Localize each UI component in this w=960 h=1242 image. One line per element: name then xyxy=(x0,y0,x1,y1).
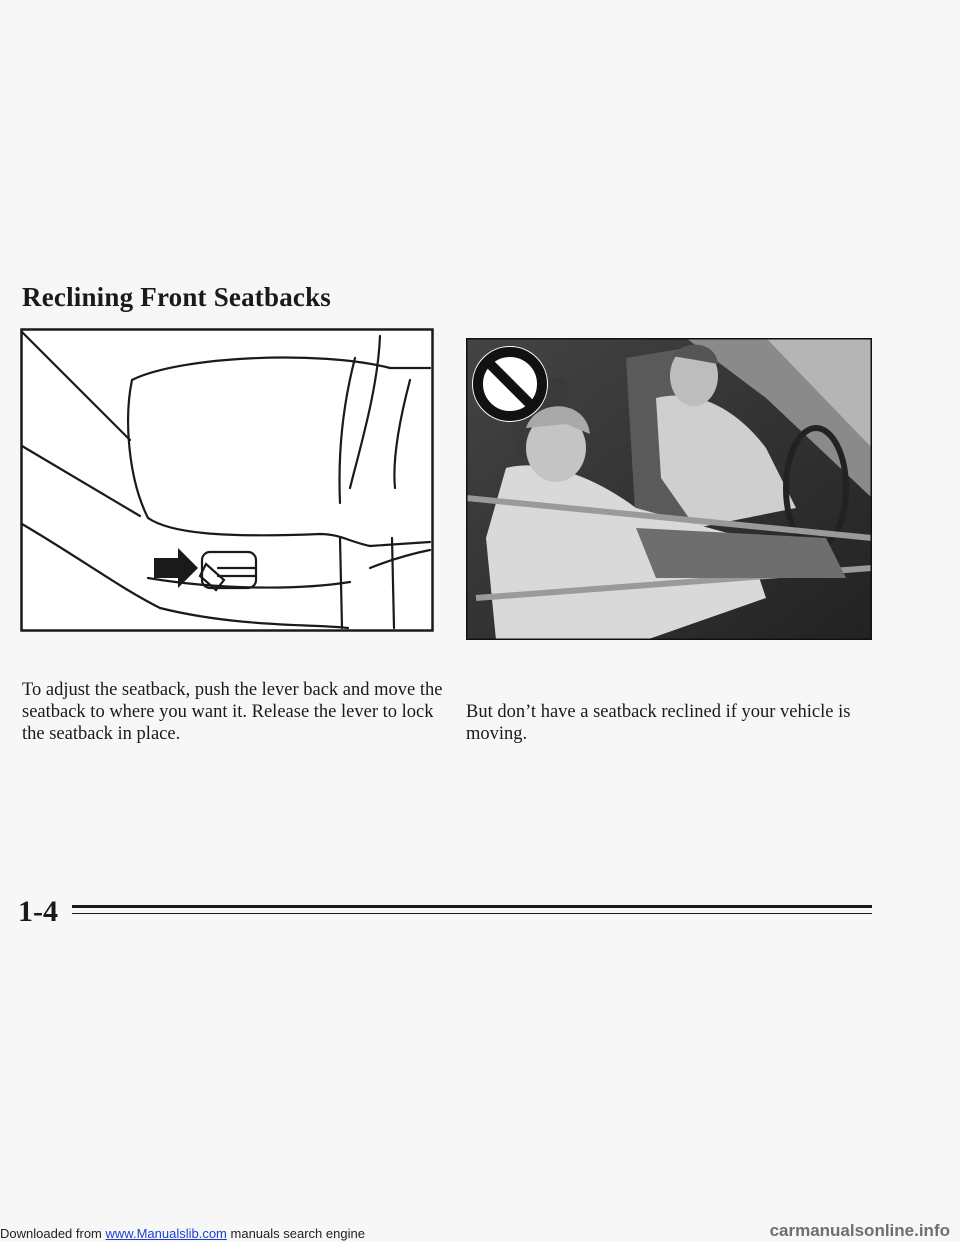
brand-watermark: carmanualsonline.info xyxy=(769,1221,950,1240)
download-prefix: Downloaded from xyxy=(0,1226,102,1241)
download-note xyxy=(0,1226,365,1241)
prohibited-icon xyxy=(472,346,548,422)
footer-rule xyxy=(72,905,872,917)
reclined-passenger-illustration xyxy=(466,338,872,640)
download-suffix: manuals search engine xyxy=(230,1226,365,1241)
seatback-adjust-instructions: To adjust the seatback, push the lever back and move the seatback to where you want it. Release the lever to lock the seatback in place. xyxy=(22,679,443,744)
manualslib-link[interactable]: www.Manualslib.com xyxy=(105,1226,227,1241)
seat-recline-lever-illustration xyxy=(20,328,434,632)
recline-warning-text: But don’t have a seatback reclined if your vehicle is moving. xyxy=(466,701,851,744)
page-title: Reclining Front Seatbacks xyxy=(22,282,332,312)
page-number: 1-4 xyxy=(18,895,58,928)
